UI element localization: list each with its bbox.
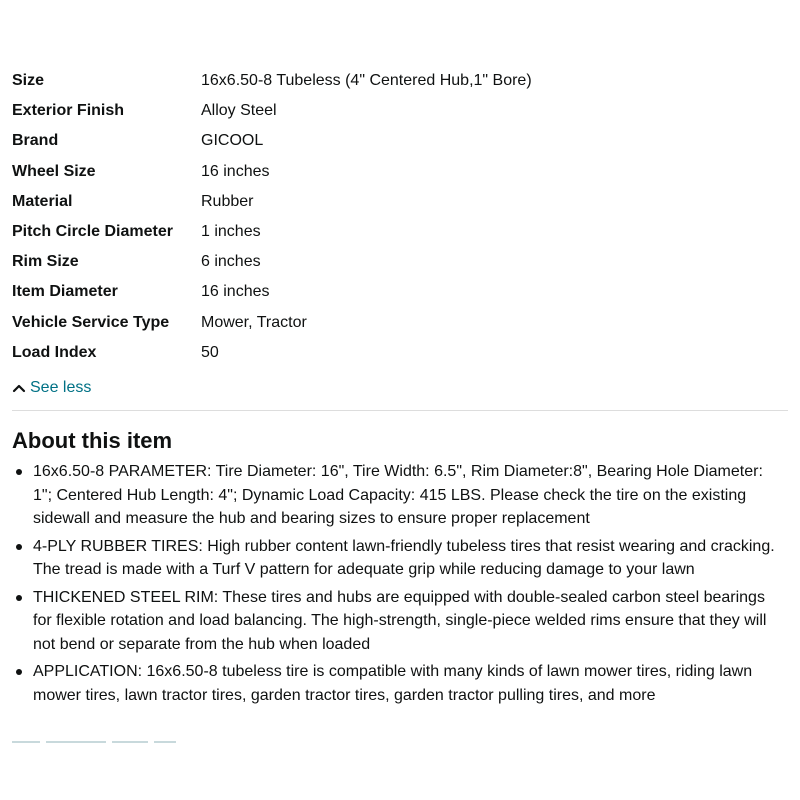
spec-row-item-diameter xyxy=(12,277,788,307)
spec-label: Size xyxy=(12,72,45,90)
see-less-label: See less xyxy=(30,379,92,396)
chevron-up-icon xyxy=(12,383,26,393)
spec-row-brand xyxy=(12,126,788,156)
spec-value: 16 inches xyxy=(201,162,270,180)
spec-row-pitch-circle-diameter xyxy=(12,217,788,247)
bullet-dot-icon xyxy=(16,595,22,601)
spec-value: 1 inches xyxy=(201,223,261,241)
product-specs-table xyxy=(12,66,788,368)
about-section-title: About this item xyxy=(12,428,173,453)
section-divider xyxy=(12,410,788,411)
bullet-dot-icon xyxy=(16,669,22,675)
truncated-content-hint xyxy=(12,736,212,746)
spec-row-vehicle-service-type xyxy=(12,308,788,338)
spec-label: Rim Size xyxy=(12,253,79,271)
spec-value: GICOOL xyxy=(201,132,264,150)
about-bullet-list xyxy=(12,460,788,711)
spec-label: Item Diameter xyxy=(12,283,118,301)
spec-row-size xyxy=(12,66,788,96)
spec-row-wheel-size xyxy=(12,157,788,187)
spec-value: 16 inches xyxy=(201,283,270,301)
see-less-link[interactable] xyxy=(12,377,91,399)
spec-row-material xyxy=(12,187,788,217)
spec-row-rim-size xyxy=(12,247,788,277)
spec-row-exterior-finish xyxy=(12,96,788,126)
about-bullet xyxy=(12,535,788,582)
bullet-dot-icon xyxy=(16,544,22,550)
spec-label: Material xyxy=(12,192,73,210)
spec-label: Brand xyxy=(12,132,59,150)
spec-label: Vehicle Service Type xyxy=(12,313,170,331)
spec-label: Exterior Finish xyxy=(12,102,125,120)
spec-value: Mower, Tractor xyxy=(201,313,307,331)
spec-value: 50 xyxy=(201,343,219,361)
spec-value: Alloy Steel xyxy=(201,102,277,120)
about-bullet-text: THICKENED STEEL RIM: These tires and hubs are equipped with double-sealed carbon steel bearings for flexible rotation and load balancing. The high-strength, single-piece welded rims ensure that they will not bend or separate from the hub when loaded xyxy=(33,588,767,653)
spec-value: 16x6.50-8 Tubeless (4" Centered Hub,1" Bore) xyxy=(201,72,532,90)
bullet-dot-icon xyxy=(16,469,22,475)
spec-label: Load Index xyxy=(12,343,97,361)
about-bullet-text: APPLICATION: 16x6.50-8 tubeless tire is compatible with many kinds of lawn mower tires, riding lawn mower tires, lawn tractor tires, garden tractor tires, garden tractor pulling tires, and more xyxy=(33,663,753,704)
spec-label: Pitch Circle Diameter xyxy=(12,223,173,241)
about-bullet xyxy=(12,586,788,657)
about-bullet xyxy=(12,660,788,707)
about-bullet-text: 16x6.50-8 PARAMETER: Tire Diameter: 16", Tire Width: 6.5", Rim Diameter:8", Bearing Hole Diameter: 1"; Centered Hub Length: 4"; Dynamic Load Capacity: 415 LBS. Please check the tire on the existing sidewall and measure the hub and bearing sizes to ensure proper replacement xyxy=(33,463,763,527)
about-bullet xyxy=(12,460,788,531)
about-bullet-text: 4-PLY RUBBER TIRES: High rubber content lawn-friendly tubeless tires that resist wearing and cracking. The tread is made with a Turf V pattern for adequate grip while reducing damage to your lawn xyxy=(33,537,775,578)
spec-row-load-index xyxy=(12,338,788,368)
spec-value: Rubber xyxy=(201,192,254,210)
spec-value: 6 inches xyxy=(201,253,261,271)
spec-label: Wheel Size xyxy=(12,162,96,180)
